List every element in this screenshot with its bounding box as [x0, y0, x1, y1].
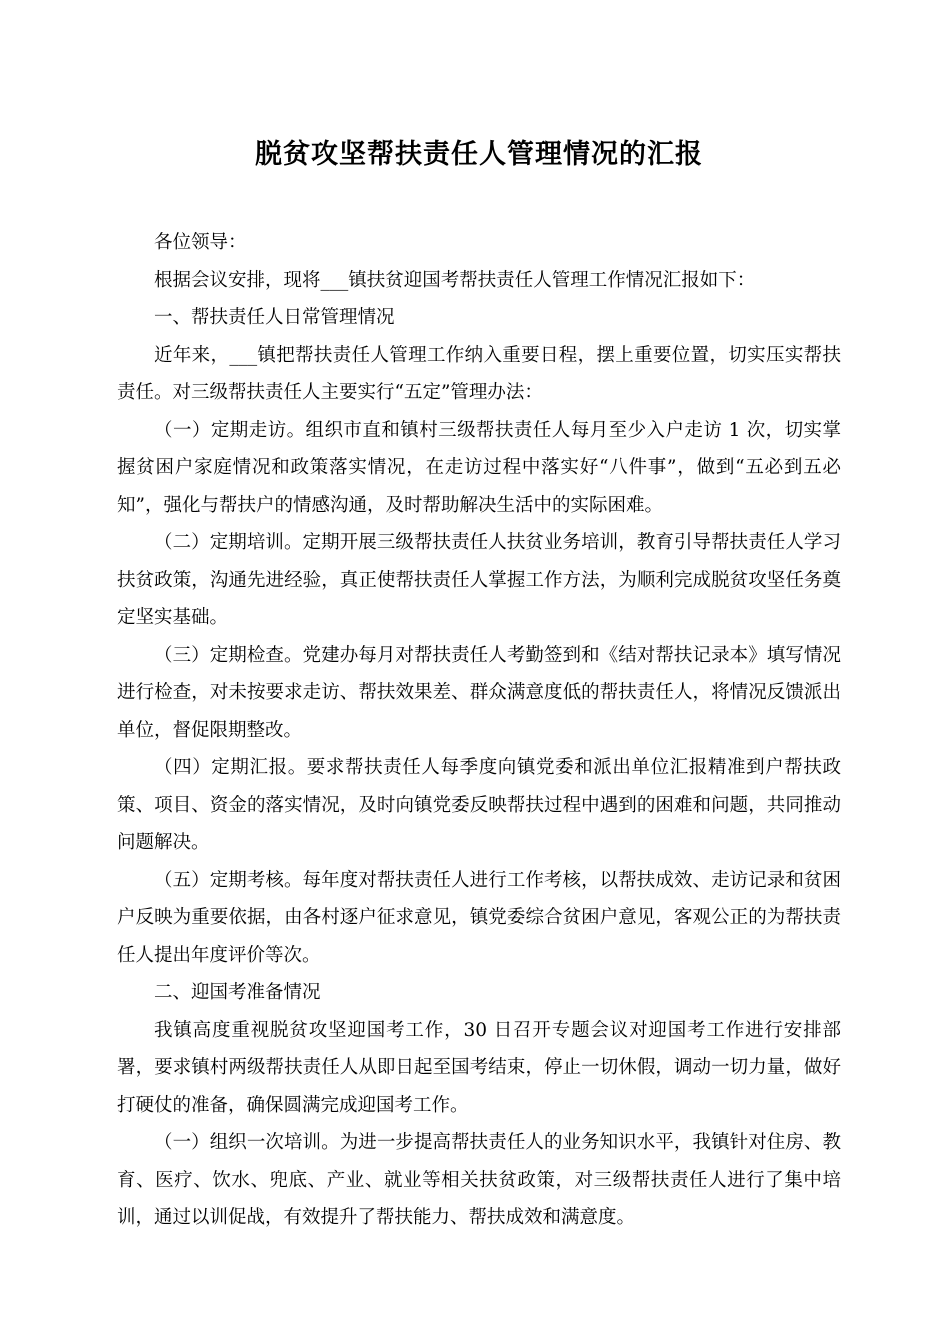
section-heading-1: 一、帮扶责任人日常管理情况 — [154, 307, 395, 328]
body-paragraph: （五）定期考核。每年度对帮扶责任人进行工作考核，以帮扶成效、走访记录和贫困户反映为重要依据，由各村逐户征求意见，镇党委综合贫困户意见，客观公正的为帮扶责任人提出年度评价等次。 — [117, 869, 841, 966]
section-heading-2: 二、迎国考准备情况 — [154, 982, 321, 1003]
body-paragraph: （三）定期检查。党建办每月对帮扶责任人考勤签到和《结对帮扶记录本》填写情况进行检查，对未按要求走访、帮扶效果差、群众满意度低的帮扶责任人，将情况反馈派出单位，督促限期整改。 — [117, 644, 841, 741]
document-title: 脱贫攻坚帮扶责任人管理情况的汇报 — [255, 139, 703, 170]
body-paragraph: （四）定期汇报。要求帮扶责任人每季度向镇党委和派出单位汇报精准到户帮扶政策、项目、资金的落实情况，及时向镇党委反映帮扶过程中遇到的困难和问题，共同推动问题解决。 — [117, 757, 841, 853]
body-paragraph: 近年来，___镇把帮扶责任人管理工作纳入重要日程，摆上重要位置，切实压实帮扶责任。对三级帮扶责任人主要实行“五定”管理办法： — [117, 344, 841, 403]
body-paragraph: （一）定期走访。组织市直和镇村三级帮扶责任人每月至少入户走访 1 次，切实掌握贫困户家庭情况和政策落实情况，在走访过程中落实好“八件事”，做到“五必到五必知”，强化与帮扶户的情感沟通，及时帮助解决生活中的实际困难。 — [117, 419, 841, 516]
body-paragraph: （一）组织一次培训。为进一步提高帮扶责任人的业务知识水平，我镇针对住房、教育、医疗、饮水、兜底、产业、就业等相关扶贫政策，对三级帮扶责任人进行了集中培训，通过以训促战，有效提升了帮扶能力、帮扶成效和满意度。 — [117, 1132, 841, 1228]
salutation: 各位领导： — [154, 232, 247, 253]
body-paragraph: 我镇高度重视脱贫攻坚迎国考工作，30 日召开专题会议对迎国考工作进行安排部署，要求镇村两级帮扶责任人从即日起至国考结束，停止一切休假，调动一切力量，做好打硬仗的准备，确保圆满完成迎国考工作。 — [117, 1019, 841, 1116]
document-body — [117, 224, 841, 1237]
body-paragraph: （二）定期培训。定期开展三级帮扶责任人扶贫业务培训，教育引导帮扶责任人学习扶贫政策，沟通先进经验，真正使帮扶责任人掌握工作方法，为顺利完成脱贫攻坚任务奠定坚实基础。 — [117, 532, 841, 628]
intro-paragraph: 根据会议安排，现将___镇扶贫迎国考帮扶责任人管理工作情况汇报如下： — [154, 269, 756, 291]
